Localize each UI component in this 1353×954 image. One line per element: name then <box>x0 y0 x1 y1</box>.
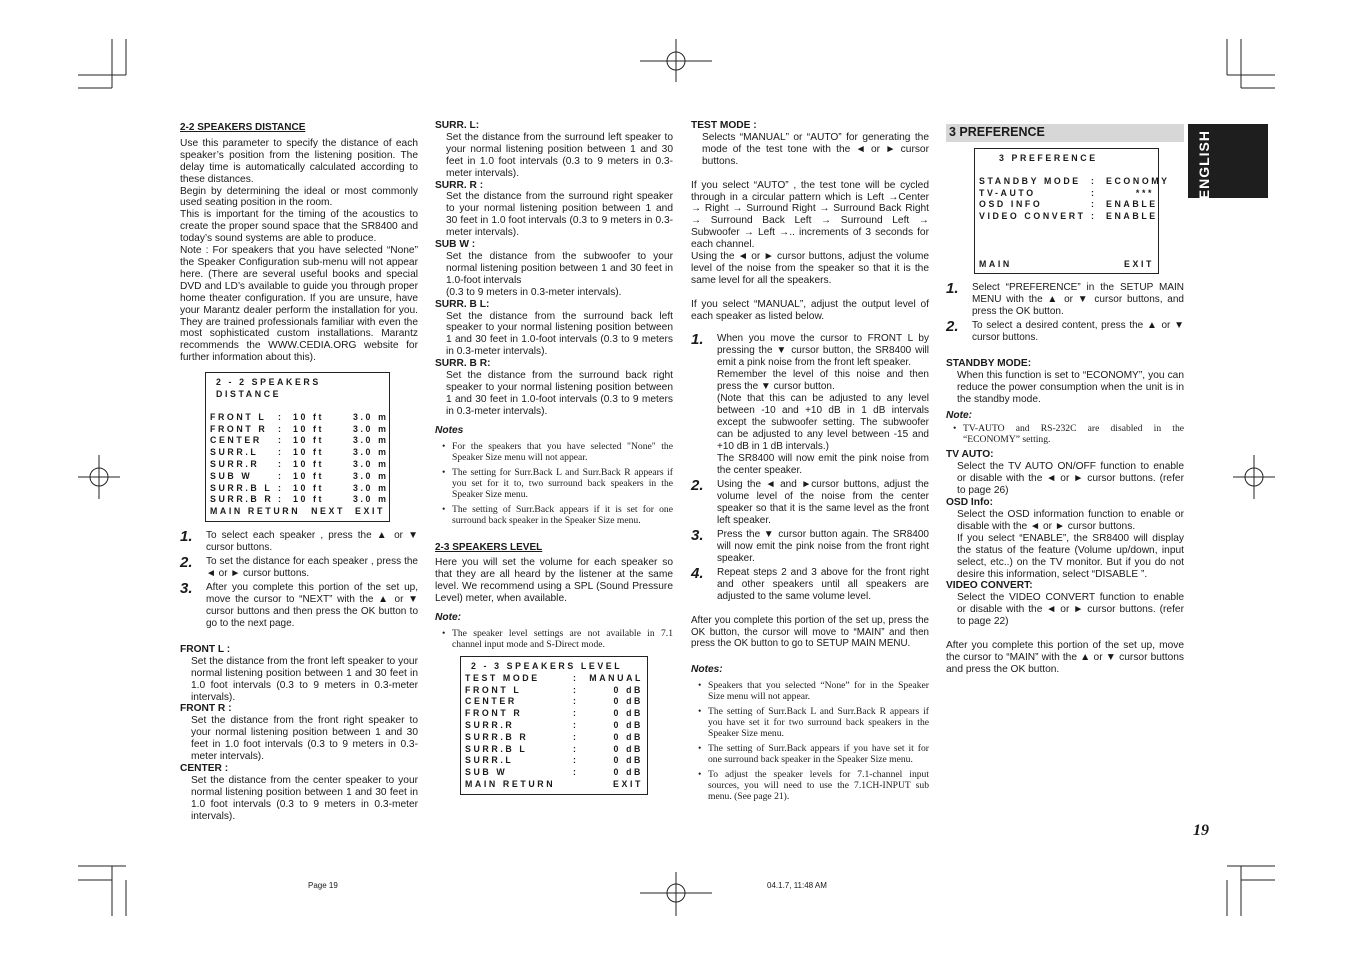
note-item: • The speaker level settings are not available in 7.1 channel input mode and S-Direct mode. <box>452 628 673 650</box>
note-item: • The setting of Surr.Back appears if it is set for one surround back speaker in the Speaker Size menu. <box>452 504 673 526</box>
menu-rows <box>979 175 1170 223</box>
menu-row <box>210 494 389 506</box>
menu-row-label: SURR.B R <box>465 731 529 742</box>
notes-heading: Notes: <box>691 664 723 676</box>
paragraph: Note : For speakers that you have selected “None” the Speaker Configuration sub-menu will not appear here. (There are several useful books and special DVD and LD’s available to guide you through proper home theater configuration. If you are unsure, have your Marantz dealer perform the installation for you. They are trained professionals familiar with even the most sophisticated custom installations. Marantz recommends the WWW.CEDIA.ORG website for further information about this). <box>180 245 418 364</box>
step-paragraph: Select “PREFERENCE” in the SETUP MAIN MENU with the ▲ or ▼ cursor buttons, and press the OK button. <box>972 281 1184 317</box>
menu-row-sep: : <box>573 767 579 778</box>
speakers-distance-menu <box>205 372 390 522</box>
speaker-items <box>435 120 673 418</box>
note-item: • The setting for Surr.Back L and Surr.Back R appears if you set for it to, two surround back speakers in the Speaker Size menu. <box>452 467 673 500</box>
menu-row-sep: : <box>573 743 579 754</box>
paragraph: This is important for the timing of the acoustics to create the proper sound space that the SR8400 and today’s sound systems are able to produce. <box>180 209 418 245</box>
step-paragraph: When you move the cursor to FRONT L by pressing the ▼ cursor button, the SR8400 will emit a pink noise from the front left speaker. <box>717 332 929 368</box>
step-text <box>717 567 929 603</box>
step-paragraph: To select each speaker , press the ▲ or ▼ cursor buttons. <box>206 529 418 553</box>
menu-row-feet: 10 ft <box>293 423 325 434</box>
column-3 <box>691 120 929 806</box>
item-heading: SURR. L: <box>435 120 480 131</box>
menu-row-feet: 10 ft <box>293 458 325 469</box>
menu-row-meters: 3.0 m <box>353 423 389 434</box>
item-heading: FRONT L : <box>180 643 231 655</box>
menu-exit: EXIT <box>1124 259 1154 270</box>
step-text <box>206 530 418 554</box>
step-item <box>180 527 418 554</box>
item-text: Set the distance from the surround left speaker to your normal listening position between 1 and 30 feet in 1.0 foot intervals (0.3 to 9 meters in 0.3-meter intervals). <box>446 131 673 179</box>
step-text <box>972 282 1184 318</box>
step-number: 2. <box>180 553 193 571</box>
note-list <box>435 628 673 650</box>
menu-row <box>979 211 1158 223</box>
page-number: 19 <box>1193 822 1209 839</box>
section-heading: 2-3 SPEAKERS LEVEL <box>435 541 543 553</box>
note-item: • For the speakers that you have selected "None" the Speaker Size menu will not appear. <box>452 441 673 463</box>
menu-row-label: FRONT R <box>210 423 268 434</box>
menu-row-meters: 3.0 m <box>353 470 389 481</box>
step-number: 1. <box>946 279 959 297</box>
paragraph: Here you will set the volume for each speaker so that they are all heard by the listener at the same level. We recommend using a SPL (Sound Pressure Level) meter, when available. <box>435 557 673 605</box>
menu-rows <box>210 411 389 506</box>
menu-row-value: 0 dB <box>613 719 643 730</box>
menu-main: MAIN <box>979 259 1012 270</box>
menu-row-value: 0 dB <box>613 755 643 766</box>
item-heading: SURR. B L: <box>435 298 490 310</box>
step-number: 3. <box>180 579 193 597</box>
menu-row-label: TEST MODE <box>465 672 540 683</box>
step-paragraph: Repeat steps 2 and 3 above for the front right and other speakers until all speakers are adjusted to the same volume level. <box>717 566 929 602</box>
menu-title: 3 PREFERENCE <box>999 152 1098 163</box>
menu-row-label: SURR.R <box>465 719 515 730</box>
item-text: Set the distance from the surround back right speaker to your normal listening position between 1 and 30 feet in 1.0-foot intervals (0.3 to 9 meters in 0.3-meter intervals). <box>446 370 673 417</box>
menu-row-label: SUB W <box>210 470 253 481</box>
paragraph: Use this parameter to specify the distance of each speaker’s position from the listening position. The delay time is automatically calculated according to these distances. <box>180 137 418 185</box>
menu-row-sep: : <box>573 708 579 719</box>
note-item: • The setting of Surr.Back appears if you have set it for one surround back speaker in the Speaker Size menu. <box>708 743 929 765</box>
paragraph: Select the VIDEO CONVERT function to enable or disable with the ◄ or ► cursor buttons. (refer to page 22) <box>957 592 1184 628</box>
note-item: • To adjust the speaker levels for 7.1-channel input sources, you will need to use the 7.1CH-INPUT sub menu. (See page 21). <box>708 769 929 802</box>
menu-row <box>210 458 389 471</box>
footer-left: Page 19 <box>308 881 338 890</box>
menu-row-label: STANDBY MODE <box>979 175 1081 186</box>
menu-row-value: *** <box>1135 187 1154 198</box>
note-item: • The setting of Surr.Back L and Surr.Back R appears if you have set it for two surround back speakers in the Speaker Size menu. <box>708 706 929 739</box>
step-paragraph: The SR8400 will now emit the pink noise from the center speaker. <box>717 452 929 476</box>
menu-main-return: MAIN RETURN <box>465 778 556 789</box>
menu-row-meters: 3.0 m <box>353 482 389 493</box>
item-heading: SURR. R : <box>435 179 484 191</box>
menu-row-sep: : <box>1091 211 1097 222</box>
menu-row-meters: 3.0 m <box>353 435 389 446</box>
steps <box>691 330 929 603</box>
note-list <box>946 423 1184 445</box>
menu-row-label: FRONT L <box>465 684 522 695</box>
menu-row-label: SURR.B L <box>210 482 273 493</box>
menu-row-label: SURR.L <box>210 447 259 458</box>
menu-row <box>210 411 389 424</box>
step-item <box>180 553 418 580</box>
menu-row <box>979 175 1170 188</box>
menu-row-sep: : <box>278 470 284 481</box>
menu-row-sep: : <box>278 482 284 493</box>
menu-row-value: ECONOMY <box>1106 175 1170 186</box>
speaker-items <box>180 644 418 823</box>
item-text: Set the distance from the subwoofer to your normal listening position between 1 and 30 feet in 1.0-foot intervals <box>446 250 673 286</box>
menu-row-sep: : <box>1091 187 1097 198</box>
steps <box>946 279 1184 344</box>
menu-row <box>465 720 643 732</box>
menu-row-label: VIDEO CONVERT <box>979 211 1086 222</box>
step-paragraph: (Note that this can be adjusted to any level between -10 and +10 dB in 1 dB intervals except the subwoofer setting. The subwoofer can be adjusted to any level between -15 and +10 dB in 1 dB intervals.) <box>717 392 929 452</box>
step-paragraph: Using the ◄ and ►cursor buttons, adjust the volume level of the noise from the center speaker so that it is the same level as the front left speaker. <box>717 478 929 526</box>
menu-row-label: CENTER <box>465 696 517 707</box>
menu-row-feet: 10 ft <box>293 447 325 458</box>
step-item <box>946 279 1184 318</box>
menu-row-meters: 3.0 m <box>353 447 389 458</box>
menu-row-label: FRONT L <box>210 411 267 422</box>
step-text <box>717 529 929 565</box>
menu-row-feet: 10 ft <box>293 470 325 481</box>
paragraph: Select the OSD information function to enable or disable with the ◄ or ► cursor buttons. <box>957 508 1184 532</box>
menu-row-sep: : <box>573 684 579 695</box>
language-tab: ENGLISH <box>1188 124 1268 198</box>
menu-row-value: MANUAL <box>589 672 643 683</box>
menu-row <box>465 696 643 708</box>
step-item <box>691 330 929 477</box>
menu-row-sep: : <box>573 755 579 766</box>
menu-row-label: SURR.L <box>465 755 514 766</box>
step-text <box>972 320 1184 344</box>
paragraph: If you select “ENABLE”, the SR8400 will display the status of the feature (Volume up/down, input select, etc..) on the TV monitor. But if you do not desire this information, select “DISABLE ”. <box>957 532 1184 580</box>
item-heading: SURR. B R: <box>435 358 491 370</box>
menu-title: 2 - 2 SPEAKERS DISTANCE <box>216 377 321 399</box>
menu-row-value: 0 dB <box>613 684 643 695</box>
menu-row-label: OSD INFO <box>979 199 1043 210</box>
speakers-level-menu <box>460 656 648 795</box>
menu-rows <box>465 673 643 779</box>
step-item <box>691 564 929 603</box>
step-number: 2. <box>946 317 959 335</box>
paragraph: Using the ◄ or ► cursor buttons, adjust the volume level of the noise from the speaker so that it is the same level for all the speakers. <box>691 251 929 286</box>
menu-row-value: ENABLE <box>1106 211 1158 222</box>
notes-list <box>691 680 929 802</box>
menu-row <box>979 199 1158 211</box>
menu-row-feet: 10 ft <box>293 435 325 446</box>
step-paragraph: After you complete this portion of the set up, move the cursor to “NEXT” with the ▲ or ▼ cursor buttons and then press the OK button to go to the next page. <box>206 581 418 629</box>
item-text: Set the distance from the front right speaker to your normal listening position between 1 and 30 feet in 1.0 foot intervals (0.3 to 9 meters in 0.3-meter intervals). <box>191 715 418 763</box>
preference-menu <box>974 148 1170 274</box>
step-paragraph: To set the distance for each speaker , press the ◄ or ► cursor buttons. <box>206 555 418 579</box>
step-text <box>206 582 418 630</box>
menu-footer <box>210 506 385 518</box>
tv-auto-heading: TV AUTO: <box>946 449 994 461</box>
step-item <box>691 526 929 565</box>
menu-row <box>210 447 389 459</box>
note-item: • TV-AUTO and RS-232C are disabled in the “ECONOMY” setting. <box>963 423 1184 445</box>
menu-title: 2 - 3 SPEAKERS LEVEL <box>471 661 623 671</box>
paragraph: Begin by determining the ideal or most commonly used seating position in the room. <box>180 185 418 209</box>
note-heading: Note: <box>946 409 973 421</box>
notes-list <box>435 441 673 526</box>
step-number: 4. <box>691 564 704 582</box>
menu-row-meters: 3.0 m <box>353 458 389 469</box>
paragraph: After you complete this portion of the set up, press the OK button, the cursor will move to “MAIN” and then press the OK button to go to SETUP MAIN MENU. <box>691 614 929 650</box>
step-number: 1. <box>691 330 704 348</box>
menu-footer <box>465 779 643 791</box>
column-1 <box>180 120 418 822</box>
step-number: 1. <box>180 527 193 545</box>
menu-row-value: 0 dB <box>613 696 643 707</box>
paragraph: Select the TV AUTO ON/OFF function to enable or disable with the ◄ or ► cursor buttons. (refer to page 26) <box>957 461 1184 497</box>
paragraph: When this function is set to “ECONOMY”, you can reduce the power consumption when the unit is in the standby mode. <box>957 369 1184 405</box>
paragraph: If you select “AUTO” , the test tone will be cycled through in a circular pattern which is Left →Center → Right → Surround Right → Surround Back Right → Surround Back Left → Surround Left → Subwoofer → Left →.. increments of 3 seconds for each channel. <box>691 179 929 251</box>
step-number: 3. <box>691 526 704 544</box>
step-text <box>206 556 418 580</box>
menu-row-feet: 10 ft <box>293 411 325 422</box>
menu-row <box>465 685 643 697</box>
menu-row-sep: : <box>573 731 579 742</box>
menu-row-value: ENABLE <box>1106 199 1158 210</box>
step-paragraph: Remember the level of this noise and then press the ▼ cursor button. <box>717 368 929 392</box>
menu-row-label: SUB W <box>465 767 508 778</box>
paragraph: After you complete this portion of the set up, move the cursor to “MAIN” with the ▲ or ▼ cursor buttons and press the OK button. <box>946 640 1184 675</box>
menu-row <box>465 732 643 744</box>
menu-row-label: SURR.R <box>210 458 260 469</box>
video-convert-heading: VIDEO CONVERT: <box>946 580 1033 592</box>
menu-row-sep: : <box>278 447 284 458</box>
item-text: (0.3 to 9 meters in 0.3-meter intervals). <box>446 286 622 298</box>
item-text: Set the distance from the surround back left speaker to your normal listening position between 1 and 30 feet in 1.0-foot intervals (0.3 to 9 meters in 0.3-meter intervals). <box>446 310 673 358</box>
menu-row <box>979 188 1154 200</box>
menu-row-sep: : <box>573 696 579 707</box>
menu-row <box>210 482 389 495</box>
menu-row-sep: : <box>1091 199 1097 210</box>
menu-row-sep: : <box>278 435 284 446</box>
menu-row-feet: 10 ft <box>293 494 325 505</box>
menu-row-sep: : <box>278 411 284 422</box>
menu-footer <box>979 259 1154 271</box>
item-text: Set the distance from the center speaker to your normal listening position between 1 and 30 feet in 1.0 foot intervals (0.3 to 9 meters in 0.3-meter intervals). <box>191 774 418 822</box>
step-number: 2. <box>691 476 704 494</box>
menu-next: NEXT <box>311 506 345 517</box>
step-text <box>717 333 929 477</box>
menu-row <box>210 423 389 436</box>
menu-row <box>465 673 643 685</box>
note-heading: Note: <box>435 612 462 624</box>
menu-row <box>210 435 389 447</box>
menu-row-feet: 10 ft <box>293 482 325 493</box>
menu-row-value: 0 dB <box>613 731 643 742</box>
item-heading: FRONT R : <box>180 703 232 715</box>
menu-row-sep: : <box>278 423 284 434</box>
item-text: Set the distance from the surround right speaker to your normal listening position between 1 and 30 feet in 1.0 foot intervals (0.3 to 9 meters in 0.3-meter intervals). <box>446 191 673 239</box>
menu-row-label: TV-AUTO <box>979 187 1036 198</box>
section-title: 3 PREFERENCE <box>946 124 1184 142</box>
paragraph: If you select “MANUAL”, adjust the output level of each speaker as listed below. <box>691 298 929 322</box>
column-4 <box>946 124 1184 676</box>
item-heading: SUB W : <box>435 239 476 251</box>
menu-row-sep: : <box>573 719 579 730</box>
step-item <box>946 317 1184 344</box>
footer-right: 04.1.7, 11:48 AM <box>767 881 827 890</box>
menu-exit: EXIT <box>355 506 385 517</box>
menu-row-label: SURR.B L <box>465 743 528 754</box>
menu-row-label: FRONT R <box>465 708 523 719</box>
item-text: Set the distance from the front left speaker to your normal listening position between 1 and 30 feet in 1.0 foot intervals (0.3 to 9 meters in 0.3-meter intervals). <box>191 655 418 703</box>
menu-row-label: SURR.B R <box>210 494 274 505</box>
menu-row-meters: 3.0 m <box>353 494 389 505</box>
menu-row-label: CENTER <box>210 435 262 446</box>
menu-row-sep: : <box>573 672 579 683</box>
column-2 <box>435 120 673 795</box>
steps <box>180 527 418 630</box>
menu-row <box>465 708 643 720</box>
step-paragraph: To select a desired content, press the ▲ or ▼ cursor buttons. <box>972 319 1184 343</box>
menu-row-sep: : <box>1091 175 1097 186</box>
step-item <box>691 476 929 527</box>
standby-heading: STANDBY MODE: <box>946 357 1032 369</box>
menu-row <box>465 755 643 767</box>
menu-row-value: 0 dB <box>613 708 643 719</box>
menu-row-meters: 3.0 m <box>353 411 389 422</box>
menu-row-sep: : <box>278 458 284 469</box>
menu-main-return: MAIN RETURN <box>210 506 301 517</box>
note-item: • Speakers that you selected “None” for in the Speaker Size menu will not appear. <box>708 680 929 702</box>
menu-row <box>465 744 643 756</box>
menu-exit: EXIT <box>613 778 643 789</box>
item-heading: CENTER : <box>180 762 229 774</box>
notes-heading: Notes <box>435 424 464 436</box>
menu-row <box>210 470 389 483</box>
section-heading: 2-2 SPEAKERS DISTANCE <box>180 122 306 133</box>
menu-row-value: 0 dB <box>613 767 643 778</box>
osd-heading: OSD Info: <box>946 497 993 509</box>
step-text <box>717 479 929 527</box>
test-mode-heading: TEST MODE : <box>691 120 757 131</box>
menu-row-value: 0 dB <box>613 743 643 754</box>
menu-row-sep: : <box>278 494 284 505</box>
paragraph: Selects “MANUAL” or “AUTO” for generating the mode of the test tone with the ◄ or ► cursor buttons. <box>702 131 929 167</box>
step-item <box>180 579 418 630</box>
menu-row <box>465 767 643 779</box>
step-paragraph: Press the ▼ cursor button again. The SR8400 will now emit the pink noise from the front right speaker. <box>717 528 929 564</box>
